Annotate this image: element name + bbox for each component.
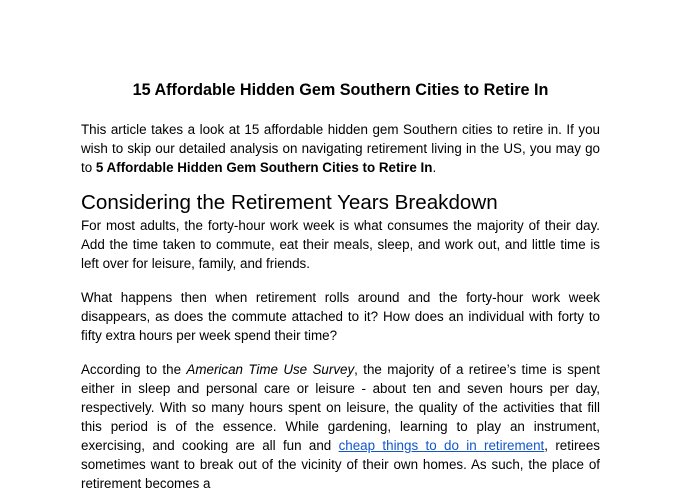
section-heading: Considering the Retirement Years Breakdown (81, 191, 498, 214)
paragraph-3-text-end: , retirees sometimes want to break out of the vicinity of their own homes. As such, the place of retirement becomes a (81, 438, 600, 491)
intro-paragraph (81, 120, 600, 177)
intro-period: . (432, 160, 437, 175)
cheap-things-link[interactable]: cheap things to do in retirement (338, 438, 545, 453)
paragraph-2: What happens then when retirement rolls around and the forty-hour work week disappears, as does the commute attached to it? How does an individual with forty to fifty extra hours per week spend their time? (81, 290, 600, 343)
article-title: 15 Affordable Hidden Gem Southern Cities to Retire In (132, 81, 549, 99)
intro-text: This article takes a look at 15 affordable hidden gem Southern cities to retire in. If you wish to skip our detailed analysis on navigating retirement living in the US, you may go to (81, 122, 600, 175)
paragraph-3-text-start: According to the (81, 362, 187, 377)
survey-name: American Time Use Survey (186, 362, 355, 377)
paragraph-3-text-middle: , the majority of a retiree’s time is spent either in sleep and personal care or leisure - about ten and seven hours per day, respectively. With so many hours spent on leisure, the quality of the activities that fill this period is of the essence. While gardening, learning to play an instrument, exercising, and cooking are all fun and (81, 362, 600, 453)
paragraph-1: For most adults, the forty-hour work week is what consumes the majority of their day. Add the time taken to commute, eat their meals, sleep, and work out, and little time is left over for leisure, family, and friends. (81, 218, 600, 271)
paragraph-3 (81, 360, 600, 493)
intro-bold-reference[interactable]: 5 Affordable Hidden Gem Southern Cities to Retire In (95, 160, 433, 175)
